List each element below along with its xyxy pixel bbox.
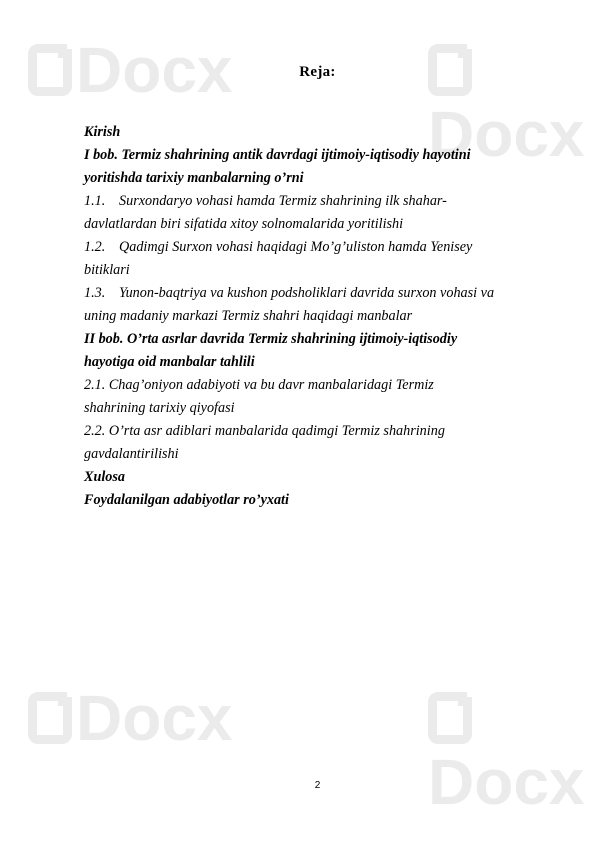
watermark-logo: Docx <box>28 686 233 750</box>
toc-chapter-1-line-2: yoritishda tarixiy manbalarning o’rni <box>84 170 304 186</box>
toc-section-text: Surxondaryo vohasi hamda Termiz shahrining ilk shahar- <box>119 193 447 209</box>
toc-chapter-2-line-2: hayotiga oid manbalar tahlili <box>84 354 255 370</box>
toc-section-1-3 <box>84 282 554 305</box>
toc-section-1-1 <box>84 190 554 213</box>
watermark-logo: Docx <box>428 686 595 814</box>
toc-section-1-3-line-2: uning madaniy markazi Termiz shahri haqidagi manbalar <box>84 308 413 324</box>
page-number: 2 <box>314 780 321 791</box>
toc-section-number: 1.2. <box>84 239 106 255</box>
toc-section-1-2 <box>84 236 554 259</box>
toc-section-2-1-line-2: shahrining tarixiy qiyofasi <box>84 400 235 416</box>
toc-section-2-1: 2.1. Chag’oniyon adabiyoti va bu davr manbalaridagi Termiz <box>84 377 434 393</box>
watermark-logo: Docx <box>28 38 233 102</box>
toc-section-text: Qadimgi Surxon vohasi haqidagi Mo’g’uliston hamda Yenisey <box>119 239 473 255</box>
toc-section-number: 1.3. <box>84 285 106 301</box>
toc-chapter-1-line-1: I bob. Termiz shahrining antik davrdagi ijtimoiy-iqtisodiy hayotini <box>84 147 471 163</box>
toc-section-2-2-line-2: gavdalantirilishi <box>84 446 179 462</box>
toc-section-1-1-line-2: davlatlardan biri sifatida xitoy solnomalarida yoritilishi <box>84 216 404 232</box>
toc-section-1-2-line-2: bitiklari <box>84 262 130 278</box>
toc-section-2-2: 2.2. O’rta asr adiblari manbalarida qadimgi Termiz shahrining <box>84 423 445 439</box>
toc-section-text: Yunon-baqtriya va kushon podsholiklari davrida surxon vohasi va <box>119 285 495 301</box>
watermark-logo: Docx <box>428 38 595 166</box>
toc-conclusion: Xulosa <box>84 469 126 485</box>
table-of-contents <box>84 121 554 512</box>
page-title: Reja: <box>299 64 336 80</box>
toc-intro: Kirish <box>84 124 121 140</box>
toc-references: Foydalanilgan adabiyotlar ro’yxati <box>84 492 289 508</box>
toc-chapter-2-line-1: II bob. O’rta asrlar davrida Termiz shahrining ijtimoiy-iqtisodiy <box>84 331 458 347</box>
toc-section-number: 1.1. <box>84 193 106 209</box>
